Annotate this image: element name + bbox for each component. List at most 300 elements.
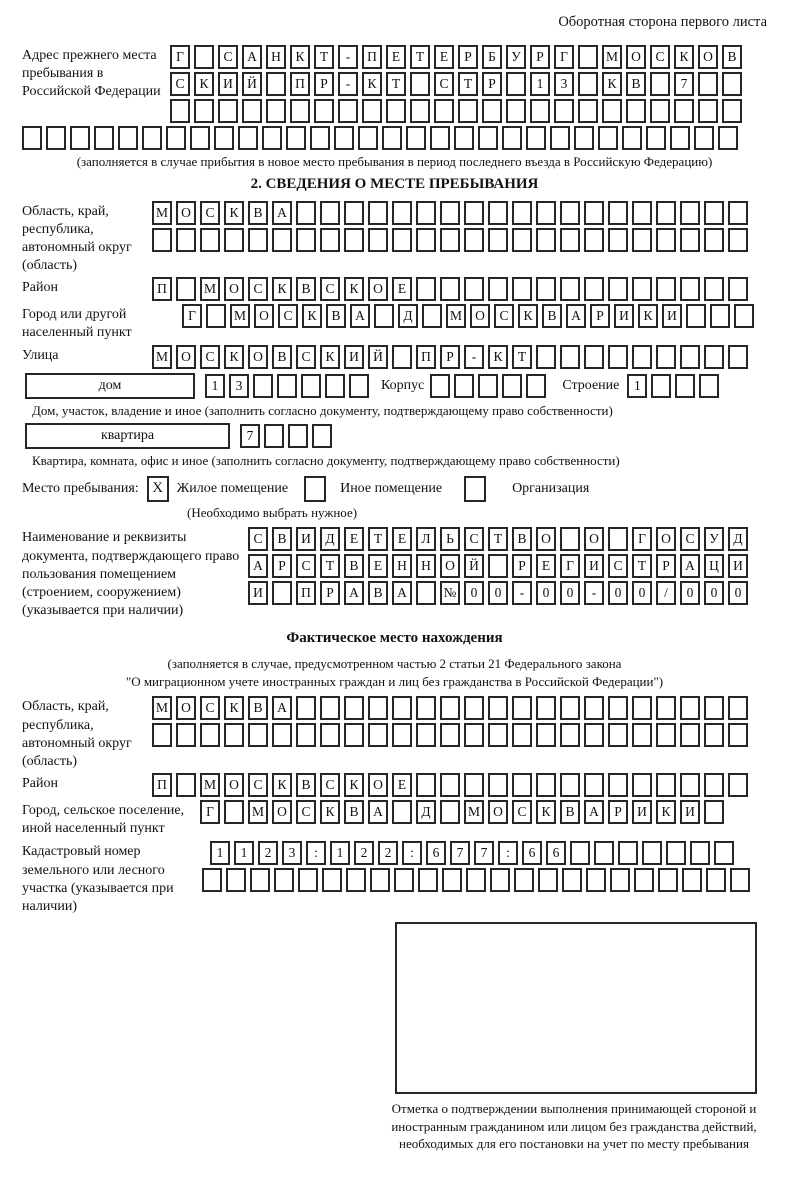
char-cell[interactable] [490,868,510,892]
char-cell[interactable]: О [698,45,718,69]
char-cell[interactable]: П [152,773,172,797]
char-cell[interactable]: С [296,800,316,824]
char-cell[interactable] [710,304,730,328]
char-cell[interactable] [272,228,292,252]
char-cell[interactable] [560,228,580,252]
char-cell[interactable] [322,868,342,892]
char-cell[interactable] [656,228,676,252]
char-cell[interactable]: К [344,773,364,797]
char-cell[interactable]: Н [416,554,436,578]
char-cell[interactable] [488,773,508,797]
char-cell[interactable] [253,374,273,398]
char-cell[interactable] [238,126,258,150]
char-cell[interactable]: Л [416,527,436,551]
stay-type-checkbox-organization[interactable] [464,476,486,502]
char-cell[interactable]: К [194,72,214,96]
char-cell[interactable] [608,277,628,301]
char-cell[interactable] [152,723,172,747]
char-cell[interactable]: С [296,345,316,369]
char-cell[interactable] [512,723,532,747]
char-cell[interactable]: К [224,201,244,225]
char-cell[interactable] [632,696,652,720]
char-cell[interactable] [194,99,214,123]
char-cell[interactable] [286,126,306,150]
char-cell[interactable]: И [728,554,748,578]
char-cell[interactable] [704,228,724,252]
char-cell[interactable] [338,99,358,123]
char-cell[interactable] [622,126,642,150]
char-cell[interactable] [728,228,748,252]
char-cell[interactable] [656,773,676,797]
char-cell[interactable] [368,723,388,747]
char-cell[interactable] [680,345,700,369]
char-cell[interactable] [502,374,522,398]
char-cell[interactable] [656,696,676,720]
char-cell[interactable]: С [278,304,298,328]
char-cell[interactable]: Т [314,45,334,69]
char-cell[interactable] [526,374,546,398]
char-cell[interactable]: С [680,527,700,551]
char-cell[interactable] [699,374,719,398]
char-cell[interactable] [704,201,724,225]
char-cell[interactable] [410,72,430,96]
char-cell[interactable]: И [662,304,682,328]
char-cell[interactable] [272,581,292,605]
char-cell[interactable]: Е [368,554,388,578]
char-cell[interactable] [704,773,724,797]
char-cell[interactable] [370,868,390,892]
char-cell[interactable] [680,773,700,797]
char-cell[interactable] [418,868,438,892]
char-cell[interactable]: К [320,800,340,824]
char-cell[interactable] [214,126,234,150]
char-cell[interactable] [536,723,556,747]
char-cell[interactable]: 7 [240,424,260,448]
char-cell[interactable]: У [704,527,724,551]
char-cell[interactable] [440,228,460,252]
char-cell[interactable] [440,277,460,301]
char-cell[interactable] [560,696,580,720]
char-cell[interactable]: Р [530,45,550,69]
char-cell[interactable] [368,228,388,252]
char-cell[interactable]: 0 [488,581,508,605]
char-cell[interactable] [296,201,316,225]
char-cell[interactable] [392,345,412,369]
char-cell[interactable] [266,99,286,123]
char-cell[interactable]: С [320,277,340,301]
char-cell[interactable] [430,374,450,398]
char-cell[interactable] [176,277,196,301]
char-cell[interactable] [142,126,162,150]
char-cell[interactable]: Н [392,554,412,578]
char-cell[interactable]: К [224,696,244,720]
char-cell[interactable] [560,723,580,747]
char-cell[interactable]: Т [512,345,532,369]
char-cell[interactable] [656,201,676,225]
char-cell[interactable] [224,723,244,747]
char-cell[interactable] [666,841,686,865]
char-cell[interactable] [704,696,724,720]
char-cell[interactable] [440,696,460,720]
char-cell[interactable]: К [638,304,658,328]
char-cell[interactable]: А [566,304,586,328]
char-cell[interactable]: С [218,45,238,69]
char-cell[interactable] [526,126,546,150]
char-cell[interactable] [152,228,172,252]
char-cell[interactable] [586,868,606,892]
char-cell[interactable]: Т [488,527,508,551]
char-cell[interactable] [248,228,268,252]
char-cell[interactable]: В [296,277,316,301]
char-cell[interactable] [301,374,321,398]
char-cell[interactable] [392,723,412,747]
char-cell[interactable] [320,228,340,252]
char-cell[interactable]: М [230,304,250,328]
char-cell[interactable]: О [248,345,268,369]
char-cell[interactable] [550,126,570,150]
char-cell[interactable] [632,773,652,797]
char-cell[interactable]: Й [242,72,262,96]
char-cell[interactable] [386,99,406,123]
char-cell[interactable] [728,201,748,225]
char-cell[interactable]: К [272,773,292,797]
char-cell[interactable] [560,345,580,369]
char-cell[interactable] [416,581,436,605]
char-cell[interactable]: 0 [464,581,484,605]
char-cell[interactable]: Е [434,45,454,69]
char-cell[interactable] [248,723,268,747]
char-cell[interactable]: - [338,45,358,69]
char-cell[interactable] [578,72,598,96]
char-cell[interactable]: О [272,800,292,824]
char-cell[interactable] [584,277,604,301]
char-cell[interactable] [728,696,748,720]
char-cell[interactable] [680,696,700,720]
char-cell[interactable] [454,126,474,150]
char-cell[interactable]: В [272,345,292,369]
char-cell[interactable]: Т [368,527,388,551]
char-cell[interactable]: Б [482,45,502,69]
char-cell[interactable] [344,228,364,252]
char-cell[interactable] [349,374,369,398]
char-cell[interactable]: 1 [205,374,225,398]
char-cell[interactable] [200,723,220,747]
char-cell[interactable] [686,304,706,328]
char-cell[interactable] [296,696,316,720]
char-cell[interactable] [242,99,262,123]
char-cell[interactable]: 1 [234,841,254,865]
char-cell[interactable] [202,868,222,892]
char-cell[interactable]: О [470,304,490,328]
char-cell[interactable]: С [464,527,484,551]
char-cell[interactable] [344,201,364,225]
char-cell[interactable]: 0 [680,581,700,605]
char-cell[interactable]: О [488,800,508,824]
char-cell[interactable] [224,228,244,252]
char-cell[interactable]: О [656,527,676,551]
char-cell[interactable]: А [584,800,604,824]
char-cell[interactable] [608,228,628,252]
char-cell[interactable] [634,868,654,892]
char-cell[interactable] [656,345,676,369]
char-cell[interactable] [392,201,412,225]
char-cell[interactable]: 3 [229,374,249,398]
char-cell[interactable] [536,201,556,225]
char-cell[interactable]: В [248,201,268,225]
char-cell[interactable] [272,723,292,747]
char-cell[interactable] [651,374,671,398]
char-cell[interactable] [464,773,484,797]
char-cell[interactable]: К [536,800,556,824]
char-cell[interactable] [200,228,220,252]
char-cell[interactable] [608,201,628,225]
char-cell[interactable]: Р [512,554,532,578]
char-cell[interactable]: О [254,304,274,328]
char-cell[interactable]: С [434,72,454,96]
char-cell[interactable] [584,228,604,252]
char-cell[interactable]: Е [386,45,406,69]
char-cell[interactable]: О [536,527,556,551]
char-cell[interactable]: И [632,800,652,824]
char-cell[interactable] [325,374,345,398]
char-cell[interactable]: О [176,345,196,369]
char-cell[interactable] [290,99,310,123]
char-cell[interactable]: В [560,800,580,824]
char-cell[interactable] [416,723,436,747]
char-cell[interactable] [680,723,700,747]
char-cell[interactable] [454,374,474,398]
char-cell[interactable]: А [344,581,364,605]
char-cell[interactable]: 1 [627,374,647,398]
char-cell[interactable]: Т [320,554,340,578]
char-cell[interactable] [488,277,508,301]
char-cell[interactable] [310,126,330,150]
char-cell[interactable]: В [344,800,364,824]
char-cell[interactable] [392,800,412,824]
char-cell[interactable]: Г [170,45,190,69]
char-cell[interactable]: А [272,201,292,225]
char-cell[interactable] [440,723,460,747]
char-cell[interactable]: П [290,72,310,96]
char-cell[interactable] [690,841,710,865]
char-cell[interactable]: Й [368,345,388,369]
char-cell[interactable]: 0 [536,581,556,605]
char-cell[interactable]: М [248,800,268,824]
char-cell[interactable] [46,126,66,150]
char-cell[interactable] [344,696,364,720]
char-cell[interactable] [706,868,726,892]
char-cell[interactable] [416,696,436,720]
char-cell[interactable] [464,201,484,225]
char-cell[interactable]: А [680,554,700,578]
char-cell[interactable]: Г [200,800,220,824]
char-cell[interactable]: В [626,72,646,96]
char-cell[interactable]: Р [272,554,292,578]
char-cell[interactable] [646,126,666,150]
char-cell[interactable] [358,126,378,150]
char-cell[interactable] [464,723,484,747]
char-cell[interactable] [704,277,724,301]
char-cell[interactable] [650,72,670,96]
char-cell[interactable] [675,374,695,398]
char-cell[interactable] [536,277,556,301]
char-cell[interactable]: К [344,277,364,301]
char-cell[interactable] [680,228,700,252]
char-cell[interactable] [618,841,638,865]
char-cell[interactable]: Г [554,45,574,69]
char-cell[interactable] [584,773,604,797]
char-cell[interactable]: 6 [522,841,542,865]
char-cell[interactable]: Ь [440,527,460,551]
char-cell[interactable] [382,126,402,150]
char-cell[interactable]: П [296,581,316,605]
char-cell[interactable]: Ц [704,554,724,578]
char-cell[interactable]: 3 [554,72,574,96]
char-cell[interactable] [506,72,526,96]
char-cell[interactable]: В [368,581,388,605]
char-cell[interactable]: К [656,800,676,824]
char-cell[interactable] [512,228,532,252]
char-cell[interactable] [512,773,532,797]
char-cell[interactable]: Е [536,554,556,578]
char-cell[interactable]: - [512,581,532,605]
char-cell[interactable] [206,304,226,328]
stay-type-checkbox-other-premises[interactable] [304,476,326,502]
char-cell[interactable]: М [152,345,172,369]
char-cell[interactable] [442,868,462,892]
char-cell[interactable]: О [224,773,244,797]
char-cell[interactable]: С [494,304,514,328]
char-cell[interactable] [570,841,590,865]
char-cell[interactable]: 3 [282,841,302,865]
char-cell[interactable] [698,72,718,96]
char-cell[interactable] [536,345,556,369]
char-cell[interactable]: : [306,841,326,865]
char-cell[interactable] [416,277,436,301]
char-cell[interactable]: А [242,45,262,69]
char-cell[interactable]: К [362,72,382,96]
char-cell[interactable] [728,277,748,301]
char-cell[interactable]: М [152,201,172,225]
char-cell[interactable]: П [362,45,382,69]
char-cell[interactable] [190,126,210,150]
char-cell[interactable]: М [602,45,622,69]
char-cell[interactable] [488,554,508,578]
char-cell[interactable] [658,868,678,892]
char-cell[interactable]: Д [320,527,340,551]
char-cell[interactable] [608,696,628,720]
char-cell[interactable] [632,345,652,369]
char-cell[interactable]: 0 [632,581,652,605]
char-cell[interactable] [176,773,196,797]
char-cell[interactable]: В [512,527,532,551]
char-cell[interactable]: В [344,554,364,578]
char-cell[interactable] [594,841,614,865]
char-cell[interactable] [226,868,246,892]
char-cell[interactable] [632,201,652,225]
char-cell[interactable] [368,201,388,225]
char-cell[interactable]: Р [590,304,610,328]
char-cell[interactable]: И [248,581,268,605]
char-cell[interactable] [362,99,382,123]
char-cell[interactable] [194,45,214,69]
char-cell[interactable] [608,345,628,369]
char-cell[interactable] [560,773,580,797]
char-cell[interactable]: О [176,696,196,720]
char-cell[interactable]: В [248,696,268,720]
char-cell[interactable] [512,201,532,225]
char-cell[interactable]: Р [314,72,334,96]
char-cell[interactable]: К [488,345,508,369]
char-cell[interactable] [632,277,652,301]
char-cell[interactable] [464,277,484,301]
char-cell[interactable] [584,723,604,747]
char-cell[interactable]: С [200,345,220,369]
char-cell[interactable]: : [498,841,518,865]
char-cell[interactable] [422,304,442,328]
char-cell[interactable] [674,99,694,123]
char-cell[interactable]: № [440,581,460,605]
char-cell[interactable]: Г [182,304,202,328]
char-cell[interactable] [554,99,574,123]
char-cell[interactable] [694,126,714,150]
char-cell[interactable] [704,345,724,369]
char-cell[interactable] [608,527,628,551]
char-cell[interactable] [458,99,478,123]
char-cell[interactable] [578,99,598,123]
char-cell[interactable]: К [518,304,538,328]
char-cell[interactable] [170,99,190,123]
char-cell[interactable] [560,201,580,225]
char-cell[interactable] [722,72,742,96]
char-cell[interactable]: М [200,277,220,301]
char-cell[interactable]: Д [416,800,436,824]
char-cell[interactable] [320,201,340,225]
char-cell[interactable] [440,201,460,225]
char-cell[interactable] [298,868,318,892]
char-cell[interactable] [642,841,662,865]
char-cell[interactable] [680,277,700,301]
char-cell[interactable]: А [368,800,388,824]
char-cell[interactable] [410,99,430,123]
char-cell[interactable] [610,868,630,892]
char-cell[interactable] [334,126,354,150]
char-cell[interactable]: 2 [354,841,374,865]
char-cell[interactable]: 1 [330,841,350,865]
char-cell[interactable] [598,126,618,150]
char-cell[interactable] [656,277,676,301]
char-cell[interactable]: Д [398,304,418,328]
char-cell[interactable] [176,228,196,252]
char-cell[interactable]: Й [464,554,484,578]
char-cell[interactable] [274,868,294,892]
char-cell[interactable]: В [722,45,742,69]
char-cell[interactable] [368,696,388,720]
char-cell[interactable] [262,126,282,150]
char-cell[interactable]: 0 [728,581,748,605]
char-cell[interactable] [488,228,508,252]
char-cell[interactable]: Г [560,554,580,578]
char-cell[interactable] [296,723,316,747]
char-cell[interactable]: Т [410,45,430,69]
char-cell[interactable] [320,696,340,720]
char-cell[interactable]: - [464,345,484,369]
char-cell[interactable] [466,868,486,892]
char-cell[interactable]: А [392,581,412,605]
char-cell[interactable]: С [512,800,532,824]
char-cell[interactable]: И [344,345,364,369]
char-cell[interactable] [584,696,604,720]
